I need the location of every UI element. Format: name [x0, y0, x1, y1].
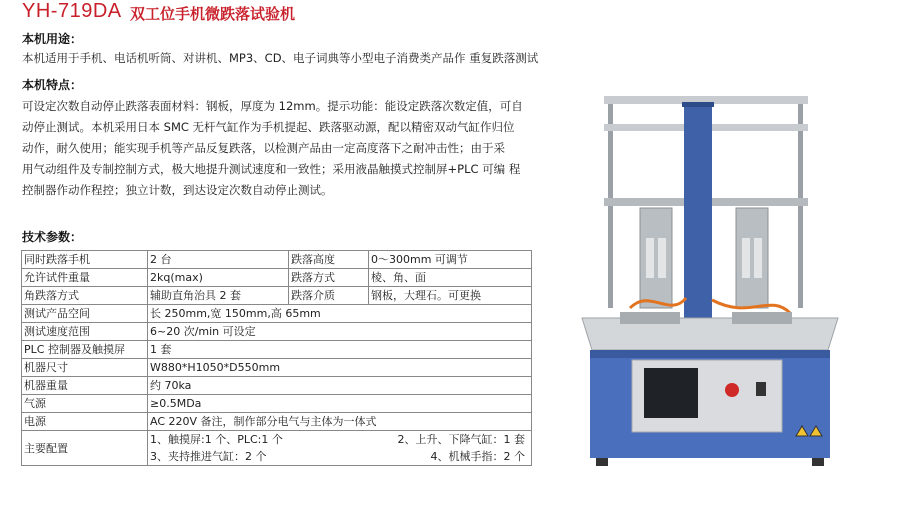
spec-key: PLC 控制器及触摸屏: [22, 341, 148, 359]
foot: [596, 458, 608, 466]
table-row: [22, 395, 532, 413]
spec-key: 电源: [22, 413, 148, 431]
right-base-block: [732, 312, 792, 324]
spec-key: 跌落高度: [289, 251, 369, 269]
spec-key: 测试速度范围: [22, 323, 148, 341]
table-row: [22, 377, 532, 395]
spec-value: 1 套: [148, 341, 532, 359]
usage-text: 本机适用于手机、电话机听筒、对讲机、MP3、CD、电子词典等小型电子消费类产品作 重复跌落测试: [22, 51, 539, 65]
spec-key: 机器重量: [22, 377, 148, 395]
spec-value: 2 台: [148, 251, 289, 269]
spec-value: 2kq(max): [148, 269, 289, 287]
config-item: 2、上升、下降气缸：1 套: [397, 433, 525, 446]
product-name: 双工位手机微跌落试验机: [130, 5, 296, 23]
table-row: [22, 413, 532, 431]
spec-value: 0～300mm 可调节: [369, 251, 532, 269]
spec-value: 钢板，大理石。可更换: [369, 287, 532, 305]
page-header: [0, 0, 900, 26]
features-text: [22, 96, 562, 201]
spec-value: 长 250mm,宽 150mm,高 65mm: [148, 305, 532, 323]
central-column: [684, 102, 712, 342]
right-finger: [742, 238, 750, 278]
table-row: [22, 305, 532, 323]
emergency-stop: [725, 383, 739, 397]
spec-value: 约 70ka: [148, 377, 532, 395]
spec-key: 跌落方式: [289, 269, 369, 287]
table-row: [22, 251, 532, 269]
right-finger: [754, 238, 762, 278]
table-row: [22, 359, 532, 377]
spec-key: 跌落介质: [289, 287, 369, 305]
column-cap: [682, 102, 714, 107]
spec-table: [21, 250, 532, 466]
features-line: 动作，耐久使用；能实现手机等产品反复跌落，以检测产品由一定高度落下之耐冲击性；由于采: [22, 141, 505, 155]
spec-value: 棱、角、面: [369, 269, 532, 287]
table-row: [22, 287, 532, 305]
table-row: [22, 431, 532, 466]
config-item: 4、机械手指：2 个: [430, 450, 525, 463]
model-number: YH-719DA: [22, 0, 122, 22]
spec-value: [148, 431, 532, 466]
spec-key: 同时跌落手机: [22, 251, 148, 269]
features-line: 控制器作动作程控；独立计数，到达设定次数自动停止测试。: [22, 183, 333, 197]
left-finger: [658, 238, 666, 278]
machine-photo: [560, 88, 860, 468]
spec-value: 6~20 次/min 可设定: [148, 323, 532, 341]
table-row: [22, 341, 532, 359]
left-base-block: [620, 312, 680, 324]
power-switch: [756, 382, 766, 396]
foot: [812, 458, 824, 466]
spec-key: 主要配置: [22, 431, 148, 466]
right-gripper: [736, 208, 768, 308]
features-title: 本机特点：: [22, 78, 83, 92]
spec-value: 辅助直角治具 2 套: [148, 287, 289, 305]
features-line: 用气动组件及专制控制方式，极大地提升测试速度和一致性；采用液晶触摸式控制屏+PLC 可编 程: [22, 162, 521, 176]
specs-title: 技术参数：: [22, 230, 83, 244]
left-finger: [646, 238, 654, 278]
table-row: [22, 323, 532, 341]
spec-key: 气源: [22, 395, 148, 413]
spec-key: 机器尺寸: [22, 359, 148, 377]
spec-key: 允许试件重量: [22, 269, 148, 287]
spec-key: 角跌落方式: [22, 287, 148, 305]
table-row: [22, 269, 532, 287]
config-item: 1、触摸屏:1 个、PLC:1 个: [150, 433, 283, 446]
left-gripper: [640, 208, 672, 308]
features-line: 可设定次数自动停止跌落表面材料：钢板，厚度为 12mm。提示功能：能设定跌落次数定值，可自: [22, 99, 523, 113]
spec-key: 测试产品空间: [22, 305, 148, 323]
spec-value: W880*H1050*D550mm: [148, 359, 532, 377]
features-line: 动停止测试。本机采用日本 SMC 无杆气缸作为手机提起、跌落驱动源，配以精密双动气缸作归位: [22, 120, 515, 134]
spec-value: AC 220V 备注，制作部分电气与主体为一体式: [148, 413, 532, 431]
config-item: 3、夹持推进气缸：2 个: [150, 450, 267, 463]
usage-title: 本机用途：: [22, 32, 83, 46]
config-line: [150, 431, 525, 448]
config-line: [150, 448, 525, 465]
spec-value: ≥0.5MDa: [148, 395, 532, 413]
cabinet-rim: [590, 350, 830, 358]
touch-screen: [644, 368, 698, 418]
